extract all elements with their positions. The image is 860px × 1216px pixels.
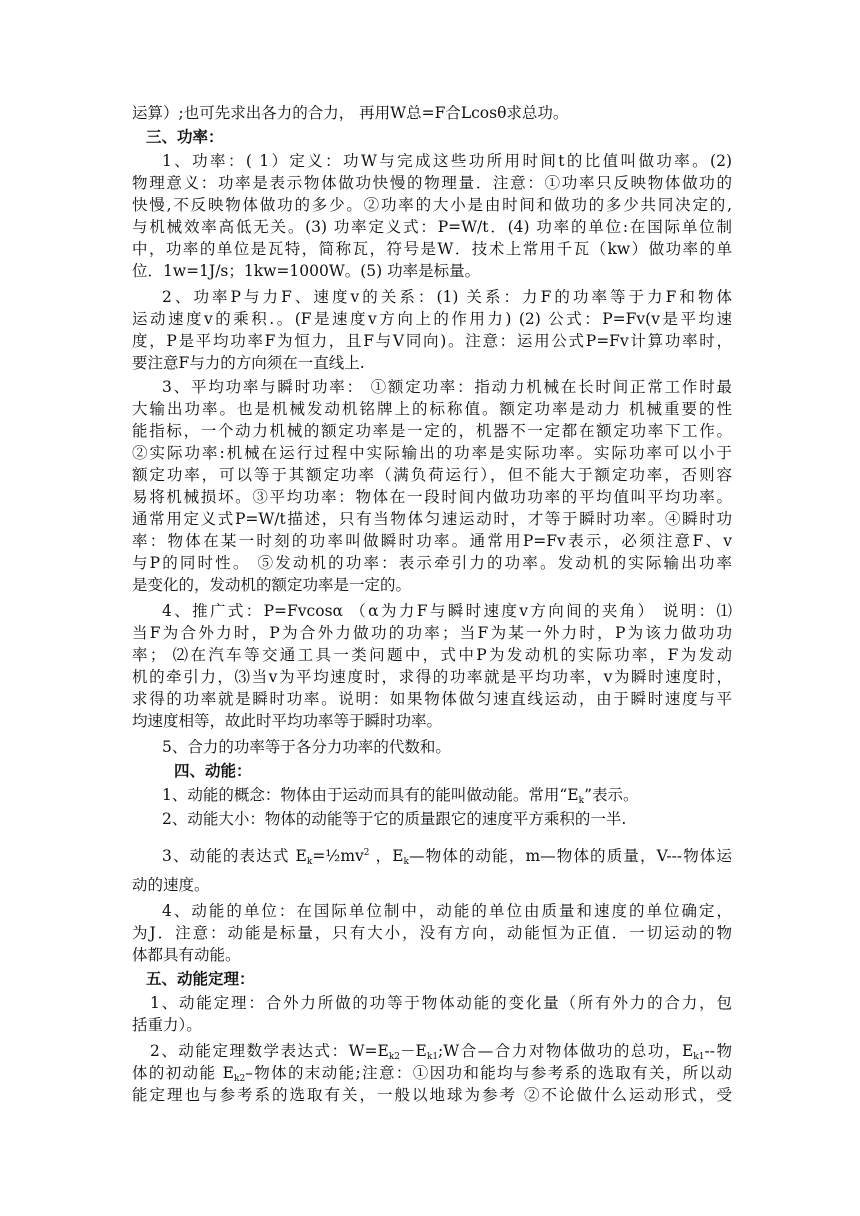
formula-line: 3、动能的表达式 $E_k=\frac{1}{2}mv^2$ ，$E_k—$物体的动能，m—物体的质量，V---物体运: [162, 847, 732, 867]
text-line: 能指标，一个动力机械的额定功率是一定的，机器不一定都在额定功率下工作。: [132, 422, 732, 440]
text-line: 均速度相等，故此时平均功率等于瞬时功率。: [132, 712, 443, 730]
text-line: 4、动能的单位：在国际单位制中，动能的单位由质量和速度的单位确定，: [162, 902, 732, 920]
text-line: 要注意F与力的方向须在一直线上.: [132, 354, 365, 372]
text-line: 与P的同时性。 ⑤发动机的功率：表示牵引力的功率。发动机的实际输出功率: [132, 554, 732, 572]
text-line: 动的速度。: [132, 876, 210, 894]
text-line: 2、功率P与力F、速度v的关系：(1) 关系：力F的功率等于力F和物体: [162, 288, 732, 306]
text-line: 快慢,不反映物体做功的多少。②功率的大小是由时间和做功的多少共同决定的,: [132, 196, 732, 214]
text-line: 1、动能定理：合外力所做的功等于物体动能的变化量（所有外力的合力，包: [150, 994, 732, 1012]
section-heading-power: 三、功率：: [146, 127, 224, 146]
text-line: 当F为合外力时，P为合外力做功的功率；当F为某一外力时，P为该力做功功: [132, 624, 732, 642]
text-line: 额定功率，可以等于其额定功率（满负荷运行），但不能大于额定功率，否则容: [132, 466, 732, 484]
text-line: 3、平均功率与瞬时功率： ①额定功率：指动力机械在长时间正常工作时最: [162, 378, 732, 396]
text-line: 5、合力的功率等于各分力功率的代数和。: [162, 738, 451, 756]
text-line: 能定理也与参考系的选取有关，一般以地球为参考 ②不论做什么运动形式，受: [132, 1086, 732, 1104]
text-line: 与机械效率高低无关。(3) 功率定义式：P=W/t．(4) 功率的单位:在国际单位制: [132, 218, 732, 236]
text-line: 体的初动能 $E_{k2}-$物体的末动能;注意：①因功和能均与参考系的选取有关，所以动: [132, 1064, 732, 1084]
text-line: 大输出功率。也是机械发动机铭牌上的标称值。额定功率是动力 机械重要的性: [132, 400, 732, 418]
text-line: 中，功率的单位是瓦特，简称瓦，符号是W．技术上常用千瓦（kw）做功率的单: [132, 240, 732, 258]
section-heading-kinetic-energy-theorem: 五、动能定理：: [146, 969, 255, 988]
text-line: 率：物体在某一时刻的功率叫做瞬时功率。通常用P=Fv表示，必须注意F、v: [132, 532, 732, 550]
text-line: 位．1w=1J/s；1kw=1000W。(5) 功率是标量。: [132, 262, 481, 280]
section-heading-kinetic-energy: 四、动能：: [174, 761, 252, 780]
text-line: 是变化的，发动机的额定功率是一定的。: [132, 576, 412, 594]
text-line: 运动速度v的乘积.。(F是速度v方向上的作用力) (2) 公式：P=Fv(v是平均速: [132, 310, 732, 328]
text-line: 通常用定义式P=W/t描述，只有当物体匀速运动时，才等于瞬时功率。④瞬时功: [132, 510, 732, 528]
text-line: 运算）;也可先求出各力的合力， 再用W总=F合Lcosθ求总功。: [132, 104, 569, 122]
text-line: 率； ⑵在汽车等交通工具一类问题中，式中P为发动机的实际功率，F为发动: [132, 646, 732, 664]
text-line: 体都具有动能。: [132, 946, 241, 964]
text-line: ②实际功率:机械在运行过程中实际输出的功率是实际功率。实际功率可以小于: [132, 444, 732, 462]
formula-line: 2、动能定理数学表达式：$W=E_{k2}-E_{k1};W$合—合力对物体做功的总功，$E_{k1}--$物: [150, 1042, 732, 1062]
text-line: 求得的功率就是瞬时功率。说明：如果物体做匀速直线运动，由于瞬时速度与平: [132, 690, 732, 708]
text-line: 1、动能的概念：物体由于运动而具有的能叫做动能。常用“$E_k$”表示。: [162, 786, 639, 806]
text-line: 4、推广式：P=Fvcosα （α为力F与瞬时速度v方向间的夹角） 说明：⑴: [162, 602, 732, 620]
text-line: 2、动能大小：物体的动能等于它的质量跟它的速度平方乘积的一半.: [162, 810, 627, 828]
text-line: 1、功率：( 1）定义：功W与完成这些功所用时间t的比值叫做功率。(2): [162, 152, 732, 170]
text-line: 度，P是平均功率F为恒力，且F与V同向)。注意：运用公式P=Fv计算功率时，: [132, 332, 732, 350]
text-line: 物理意义：功率是表示物体做功快慢的物理量．注意：①功率只反映物体做功的: [132, 174, 732, 192]
text-line: 括重力）。: [132, 1016, 202, 1034]
text-line: 机的牵引力，⑶当v为平均速度时，求得的功率就是平均功率，v为瞬时速度时，: [132, 668, 732, 686]
text-line: 为J．注意：动能是标量，只有大小，没有方向，动能恒为正值．一切运动的物: [132, 924, 732, 942]
text-line: 易将机械损坏。③平均功率：物体在一段时间内做功功率的平均值叫平均功率。: [132, 488, 732, 506]
